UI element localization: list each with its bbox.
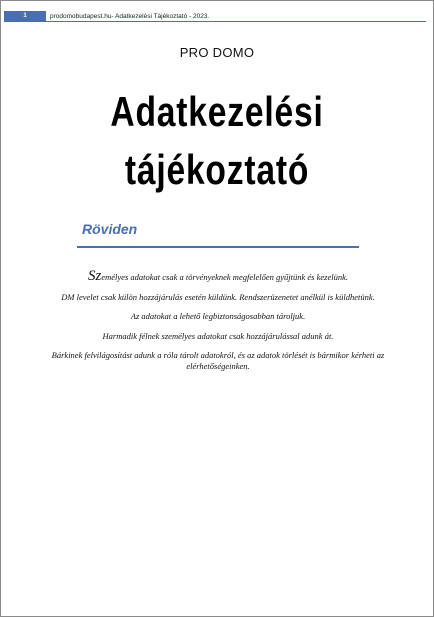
company-name: PRO DOMO [179, 45, 255, 60]
page-number-badge: 1 [4, 11, 46, 21]
summary-body [51, 268, 385, 380]
section-heading: Röviden [82, 221, 138, 237]
document-title [44, 83, 390, 199]
running-header [4, 11, 209, 21]
header-divider [4, 21, 426, 22]
section-divider [77, 246, 359, 248]
title-line-2: tájékoztató [124, 146, 310, 193]
summary-paragraph: Bárkinek felvilágosítást adunk a róla tárolt adatokról, és az adatok törlését is bármikor kérheti az elérhetőségeinken. [51, 350, 385, 371]
summary-paragraph: DM levelet csak külön hozzájárulás esetén küldünk. Rendszerüzenetet anélkül is küldhetünk. [61, 291, 375, 302]
summary-paragraph: Az adatokat a lehető legbiztonságosabban tároljuk. [130, 311, 306, 321]
summary-paragraph-text: emélyes adatokat csak a törvényeknek megfelelően gyűjtünk és kezelünk. [101, 272, 348, 282]
drop-cap: Sz [88, 268, 102, 284]
title-line-1: Adatkezelési [110, 88, 324, 135]
summary-paragraph [51, 268, 385, 284]
running-header-title: prodomobudapest.hu- Adatkezelési Tájékoztató - 2023. [50, 12, 210, 20]
summary-paragraph: Harmadik félnek személyes adatokat csak hozzájárulással adunk át. [102, 330, 334, 341]
